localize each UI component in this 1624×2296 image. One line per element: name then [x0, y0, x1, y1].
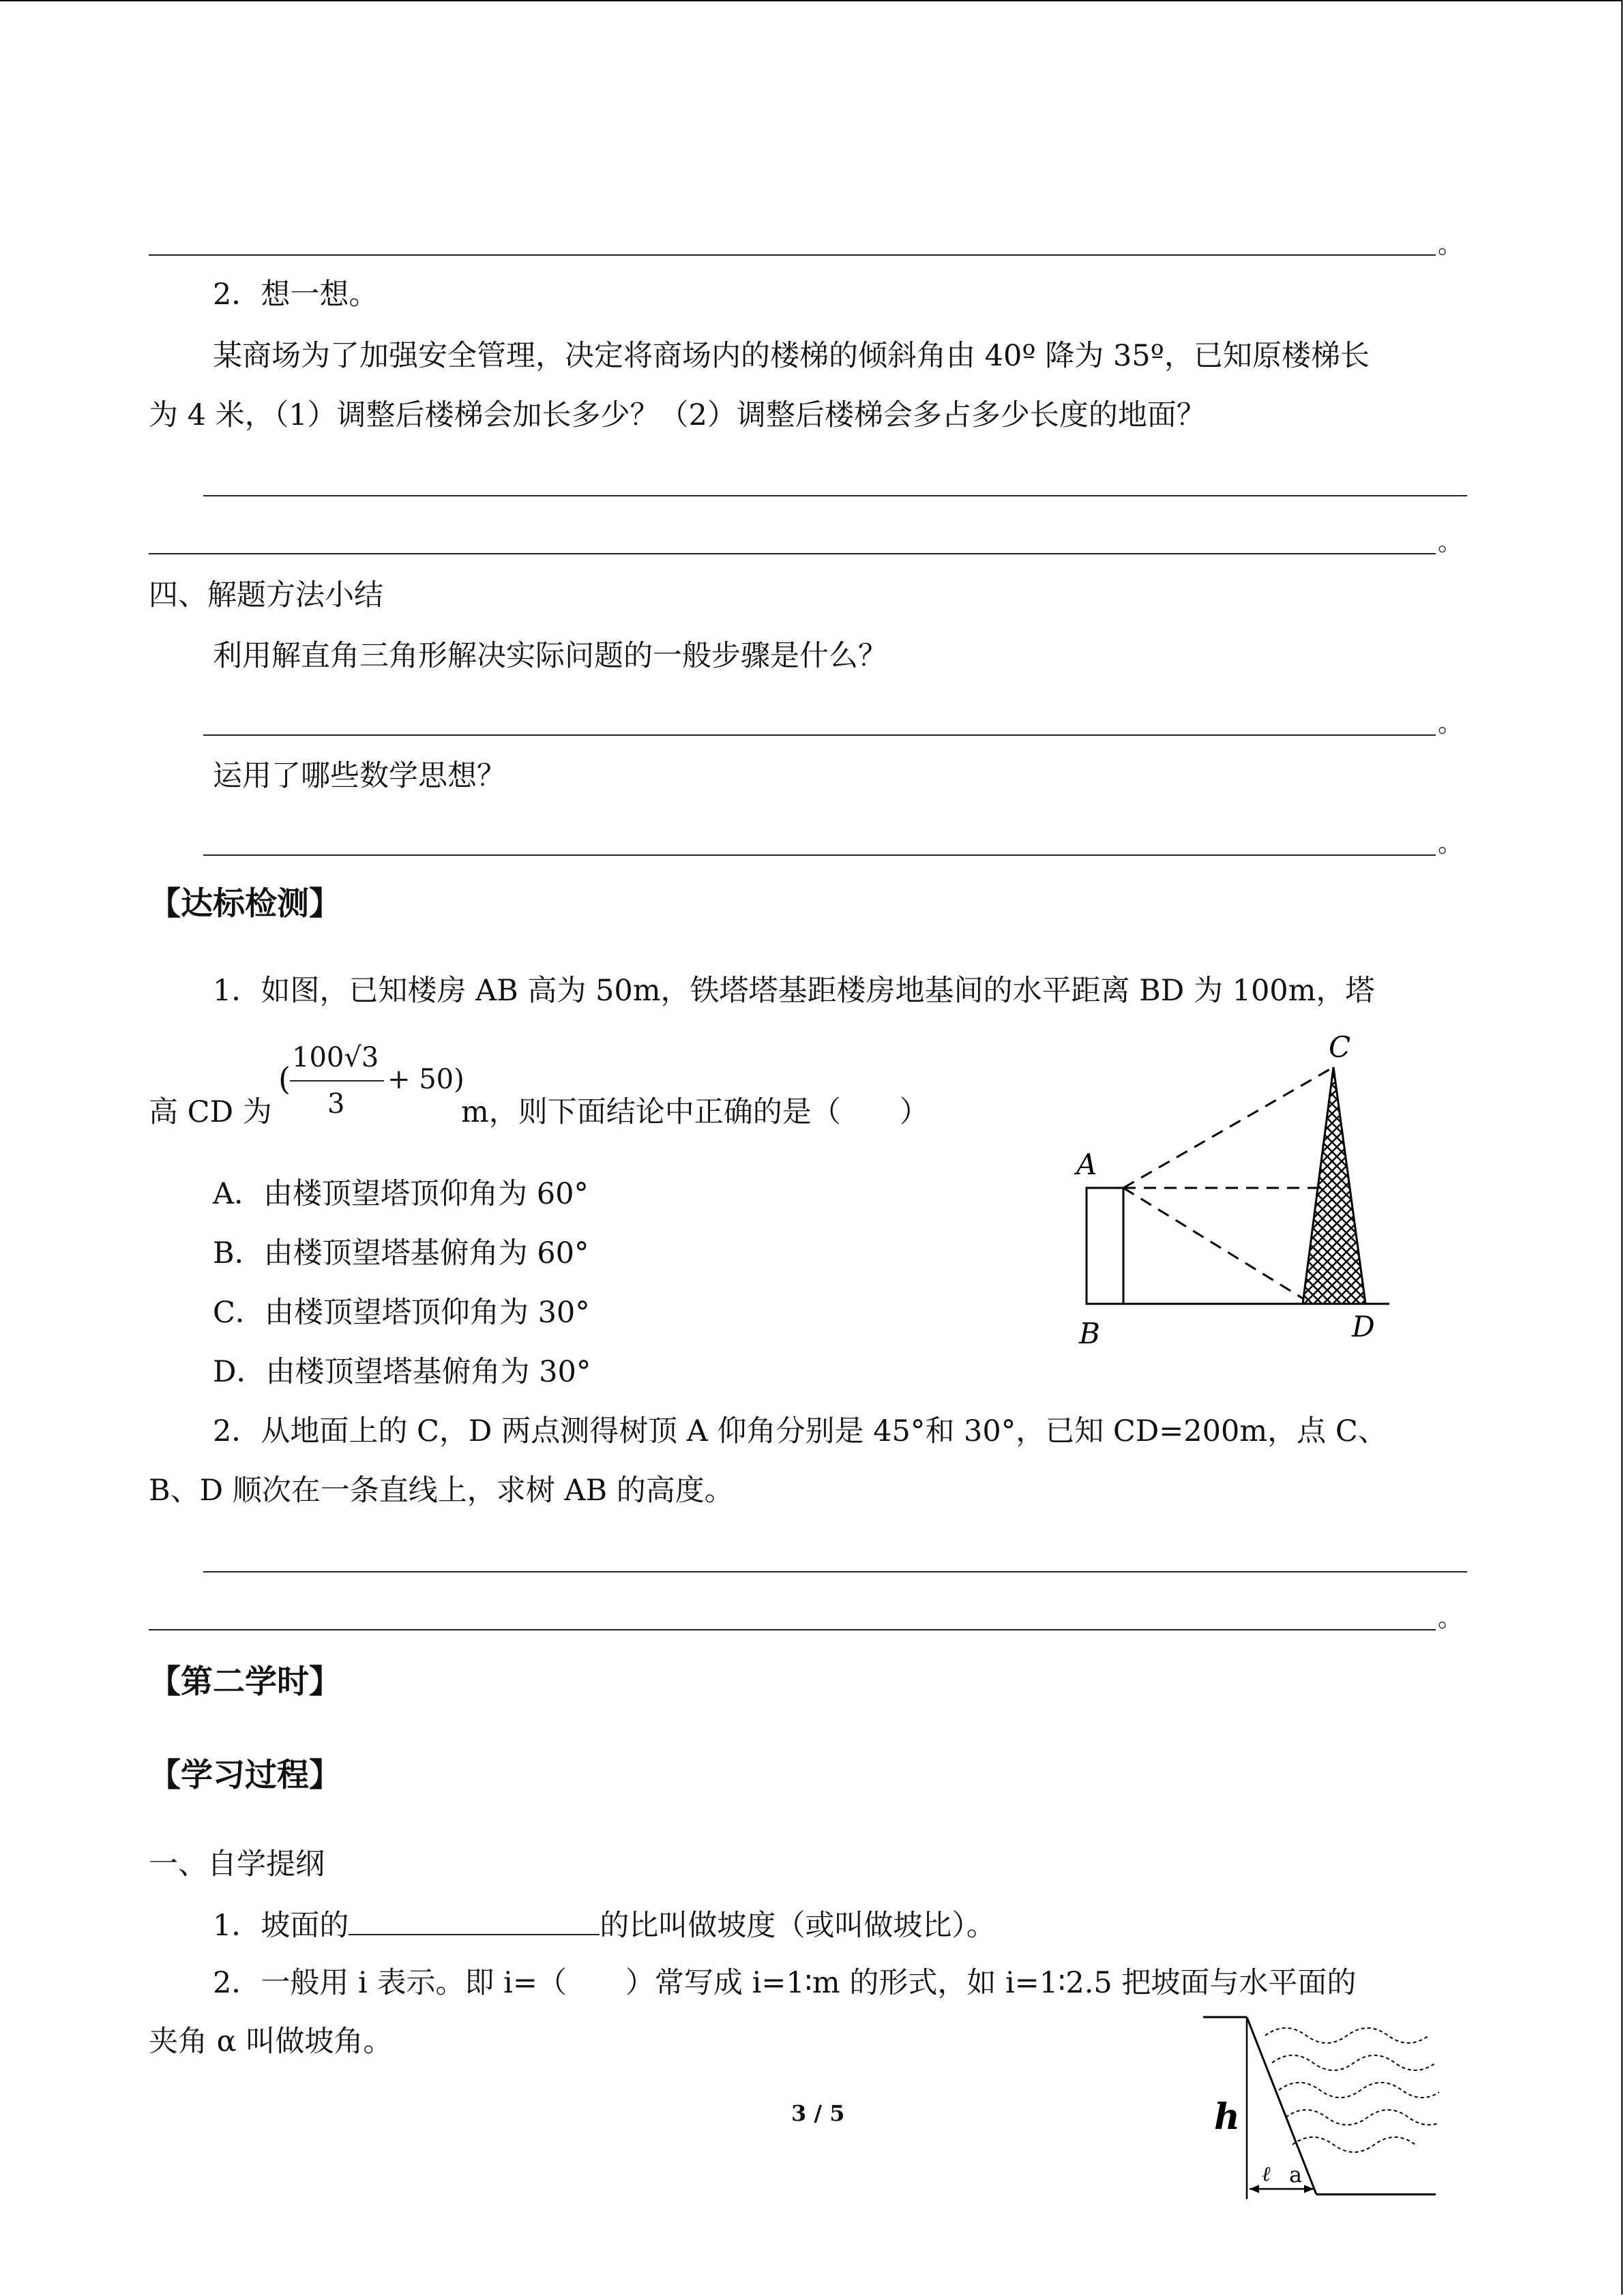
think-text-1: 某商场为了加强安全管理，决定将商场内的楼梯的倾斜角由 40º 降为 35º，已知原楼梯长 — [213, 339, 1370, 373]
lesson2-heading: 【第二学时】 — [149, 1663, 341, 1701]
answer-period: 。 — [1438, 710, 1463, 738]
outline-item-2-line-1: 2．一般用 i 表示。即 i=（ ）常写成 i=1∶m 的形式，如 i=1∶2.5 把坡面与水平面的 — [213, 1966, 1357, 2000]
outline-heading: 一、自学提纲 — [149, 1847, 325, 1881]
answer-period: 。 — [1438, 830, 1463, 858]
label-d: D — [1352, 1310, 1375, 1343]
fraction-bar — [290, 1080, 384, 1082]
summary-question-1: 利用解直角三角形解决实际问题的一般步骤是什么？ — [213, 639, 887, 673]
label-c: C — [1329, 1030, 1351, 1064]
building — [1087, 1188, 1123, 1304]
summary-question-2: 运用了哪些数学思想？ — [213, 759, 506, 793]
summary-heading: 四、解题方法小结 — [149, 578, 383, 612]
answer-line — [203, 495, 1467, 496]
outline-item-1-after: 的比叫做坡度（或叫做坡比）。 — [600, 1909, 996, 1943]
answer-period: 。 — [1438, 528, 1463, 556]
answer-line — [203, 1571, 1467, 1572]
wave-line — [1279, 2083, 1439, 2098]
wave-line — [1286, 2110, 1439, 2125]
outline-item-2-line-2: 夹角 α 叫做坡角。 — [149, 2025, 393, 2059]
answer-period: 。 — [1438, 231, 1463, 259]
test-q1-line-1: 1．如图，已知楼房 AB 高为 50m，铁塔塔基距楼房地基间的水平距离 BD 为 100m，塔 — [213, 974, 1375, 1008]
slope-figure — [1200, 2012, 1439, 2209]
wave-line — [1293, 2137, 1415, 2152]
wave-line — [1272, 2055, 1436, 2070]
think-text-2: 为 4 米，（1）调整后楼梯会加长多少？（2）调整后楼梯会多占多少长度的地面？ — [149, 398, 1206, 432]
page-number: 3 / 5 — [791, 2100, 845, 2126]
label-h: h — [1214, 2096, 1240, 2138]
arrow-left — [1250, 2185, 1259, 2193]
option-c: C．由楼顶望塔顶仰角为 30° — [213, 1296, 590, 1330]
option-b: B．由楼顶望塔基俯角为 60° — [213, 1236, 589, 1270]
answer-line — [149, 254, 1436, 256]
answer-line — [149, 1629, 1436, 1630]
label-l: ℓ — [1262, 2162, 1271, 2186]
test-heading: 【达标检测】 — [149, 885, 341, 923]
answer-line — [203, 734, 1436, 736]
test-q2-line-2: B、D 顺次在一条直线上，求树 AB 的高度。 — [149, 1474, 734, 1508]
test-q1-prefix: 高 CD 为 — [149, 1095, 272, 1129]
label-a: a — [1289, 2162, 1303, 2188]
slope-face — [1247, 2017, 1316, 2194]
fraction-numerator: 100√3 — [292, 1042, 379, 1073]
outline-item-1-before: 1．坡面的 — [213, 1909, 349, 1943]
think-heading: 2．想一想。 — [213, 278, 379, 312]
fill-blank — [349, 1904, 600, 1935]
fraction-open-paren: ( — [278, 1060, 291, 1097]
answer-line — [203, 854, 1436, 856]
test-q1-suffix: m，则下面结论中正确的是（ ） — [461, 1095, 929, 1129]
tower — [1303, 1067, 1365, 1304]
answer-line — [149, 553, 1436, 554]
tower-figure — [1050, 1023, 1412, 1364]
test-q2-line-1: 2．从地面上的 C，D 两点测得树顶 A 仰角分别是 45°和 30°，已知 CD=200m，点 C、 — [213, 1414, 1387, 1448]
label-b: B — [1079, 1317, 1100, 1350]
label-a: A — [1076, 1148, 1097, 1181]
fraction-denominator: 3 — [327, 1088, 345, 1120]
sight-line-base — [1123, 1188, 1303, 1298]
wave-line — [1265, 2028, 1429, 2043]
fraction-remainder: + 50) — [387, 1064, 464, 1095]
outline-item-1 — [213, 1904, 996, 1945]
option-a: A．由楼顶望塔顶仰角为 60° — [213, 1177, 589, 1211]
option-d: D．由楼顶望塔基俯角为 30° — [213, 1355, 591, 1389]
sight-line-top — [1123, 1067, 1333, 1188]
answer-period: 。 — [1438, 1605, 1463, 1632]
process-heading: 【学习过程】 — [149, 1757, 341, 1794]
